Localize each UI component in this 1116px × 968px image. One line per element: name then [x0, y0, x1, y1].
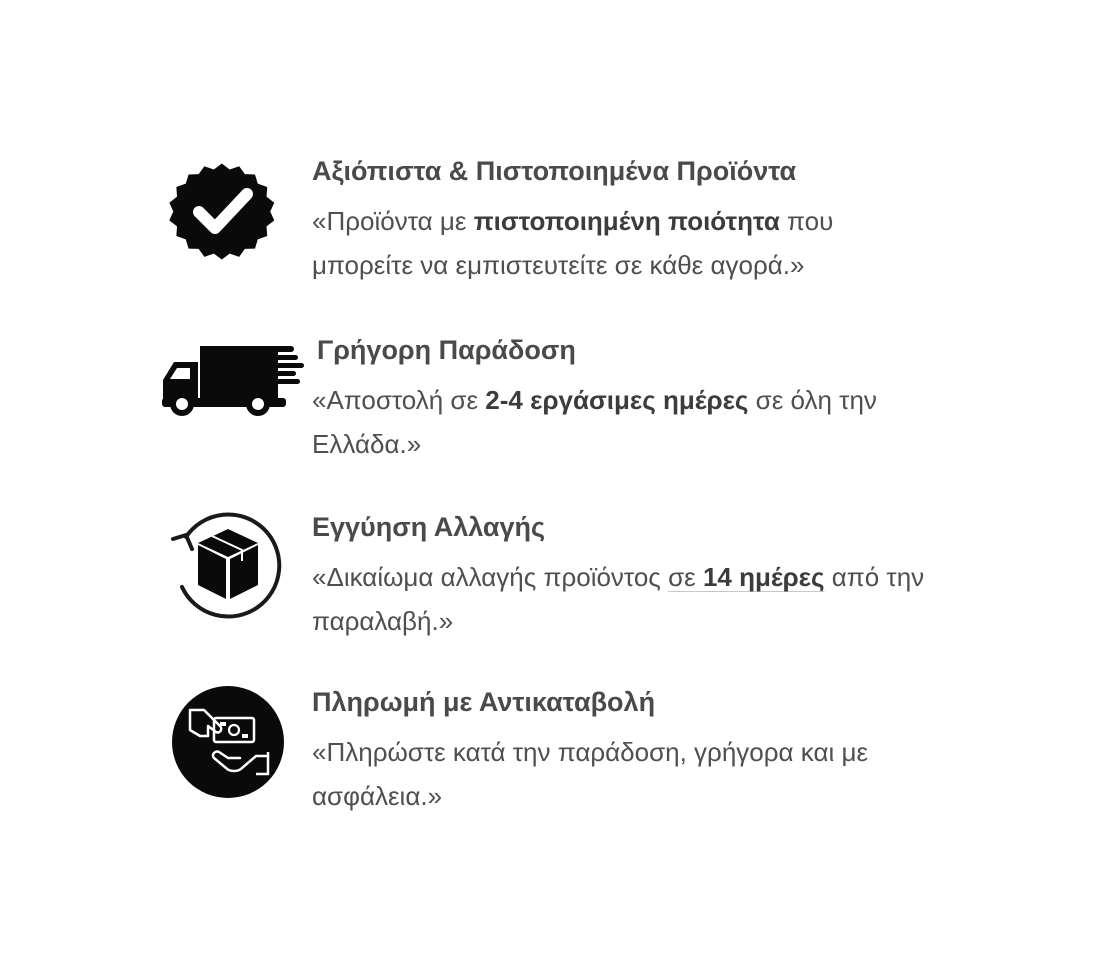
feature-highlight: 14 ημέρες [702, 562, 825, 592]
feature-title: Πληρωμή με Αντικαταβολή [312, 687, 656, 717]
verified-badge-icon [168, 156, 276, 266]
feature-title: Εγγύηση Αλλαγής [312, 512, 546, 542]
feature-title: Αξιόπιστα & Πιστοποιημένα Προϊόντα [312, 156, 797, 186]
feature-description: «Αποστολή σε 2-4 εργάσιμες ημέρες σε όλη την Ελλάδα.» [312, 385, 877, 459]
feature-highlight: πιστοποιημένη ποιότητα [473, 206, 780, 236]
box-return-icon [168, 505, 288, 623]
delivery-truck-icon [160, 342, 308, 422]
feature-description: «Προϊόντα με πιστοποιημένη ποιότητα που μπορείτε να εμπιστευτείτε σε κάθε αγορά.» [312, 206, 834, 280]
feature-title: Γρήγορη Παράδοση [317, 335, 576, 365]
feature-highlight: 2-4 εργάσιμες ημέρες [485, 385, 749, 415]
exchange-period-link: σε 14 ημέρες [668, 562, 825, 592]
feature-description: «Πληρώστε κατά την παράδοση, γρήγορα και με ασφάλεια.» [312, 737, 869, 811]
feature-description: «Δικαίωμα αλλαγής προϊόντος σε 14 ημέρες από την παραλαβή.» [312, 562, 925, 636]
cash-on-delivery-icon [172, 686, 284, 798]
